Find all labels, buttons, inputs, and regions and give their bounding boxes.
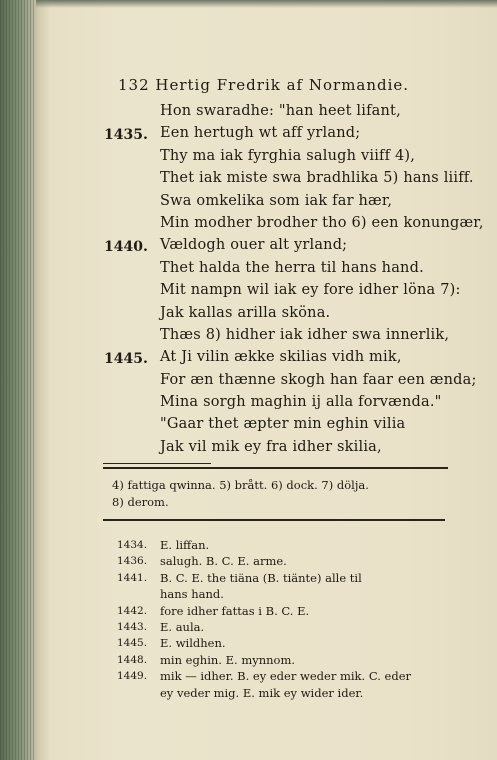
variant-line <box>0 554 497 570</box>
verse-text: Jak kallas arilla sköna. <box>160 304 331 321</box>
verse-line <box>0 439 497 461</box>
verse-line <box>0 148 497 170</box>
variant-number: 1449. <box>117 670 148 683</box>
verse-line <box>0 282 497 304</box>
verse-line <box>0 260 497 282</box>
verse-text: Vældogh ouer alt yrland; <box>160 237 348 254</box>
variant-line <box>0 686 497 702</box>
footnote-divider <box>103 467 448 469</box>
variant-line <box>0 653 497 669</box>
variant-line <box>0 604 497 620</box>
variant-text: salugh. B. C. E. arme. <box>160 554 287 569</box>
variant-line <box>0 587 497 603</box>
variant-text: B. C. E. the tiäna (B. tiänte) alle til <box>160 570 362 585</box>
verse-text: Thet halda the herra til hans hand. <box>160 259 424 276</box>
verse-line <box>0 237 497 259</box>
footnotes <box>112 477 452 511</box>
variant-number: 1441. <box>117 571 148 584</box>
verse-text: Hon swaradhe: "han heet lifant, <box>160 103 401 119</box>
variant-number: 1434. <box>117 539 148 551</box>
verse-text: Min modher brodher tho 6) een konungær, <box>160 214 484 231</box>
verse-text: Mit nampn wil iak ey fore idher löna 7): <box>160 282 461 299</box>
variant-text: min eghin. E. mynnom. <box>160 652 296 667</box>
verse-line <box>0 125 497 147</box>
variant-number: 1442. <box>117 604 148 617</box>
verse-text: At Ji vilin ække skilias vidh mik, <box>160 349 402 366</box>
variant-line <box>0 538 497 554</box>
page-top-shadow <box>36 0 497 8</box>
variant-text: fore idher fattas i B. C. E. <box>160 603 310 618</box>
verse-line <box>0 349 497 371</box>
page-header: 132 Hertig Fredrik af Normandie. <box>118 76 410 94</box>
variant-text: ey veder mig. E. mik ey wider ider. <box>160 685 364 700</box>
verse-line <box>0 170 497 192</box>
verse-text: Jak vil mik ey fra idher skilia, <box>160 438 382 455</box>
verse-line <box>0 305 497 327</box>
verse-text: Swa omkelika som iak far hær, <box>160 192 393 209</box>
verse-text: Een hertugh wt aff yrland; <box>160 125 361 142</box>
variant-text: E. aula. <box>160 619 205 634</box>
footnote-divider-short <box>103 463 211 464</box>
verse-line <box>0 327 497 349</box>
verse-line <box>0 372 497 394</box>
footnote-line: 4) fattiga qwinna. 5) brått. 6) dock. 7) dölja. <box>112 478 369 492</box>
verse-block <box>0 103 497 461</box>
line-number: 1435. <box>104 127 148 144</box>
variants-divider <box>103 519 445 521</box>
variant-line <box>0 636 497 652</box>
verse-text: Thet iak miste swa bradhlika 5) hans liiff. <box>160 170 474 187</box>
verse-line <box>0 103 497 125</box>
variant-number: 1436. <box>117 555 148 568</box>
variant-text: mik — idher. B. ey eder weder mik. C. eder <box>160 669 412 684</box>
verse-line <box>0 394 497 416</box>
verse-line <box>0 193 497 215</box>
verse-text: Thæs 8) hidher iak idher swa innerlik, <box>160 326 450 343</box>
verse-text: For æn thænne skogh han faar een ænda; <box>160 371 477 388</box>
variant-line <box>0 620 497 636</box>
variant-text: E. liffan. <box>160 538 210 552</box>
verse-line <box>0 215 497 237</box>
variant-line <box>0 669 497 685</box>
verse-line <box>0 416 497 438</box>
variant-readings <box>0 538 497 702</box>
variant-text: hans hand. <box>160 587 224 602</box>
line-number: 1440. <box>104 239 148 256</box>
footnote-line: 8) derom. <box>112 495 169 509</box>
variant-text: E. wildhen. <box>160 636 226 651</box>
variant-number: 1448. <box>117 653 148 666</box>
line-number: 1445. <box>104 351 148 368</box>
variant-line <box>0 571 497 587</box>
verse-text: "Gaar thet æpter min eghin vilia <box>160 416 406 433</box>
variant-number: 1443. <box>117 620 148 633</box>
verse-text: Thy ma iak fyrghia salugh viiff 4), <box>160 147 416 164</box>
variant-number: 1445. <box>117 637 148 650</box>
verse-text: Mina sorgh maghin ij alla forvænda." <box>160 394 442 411</box>
